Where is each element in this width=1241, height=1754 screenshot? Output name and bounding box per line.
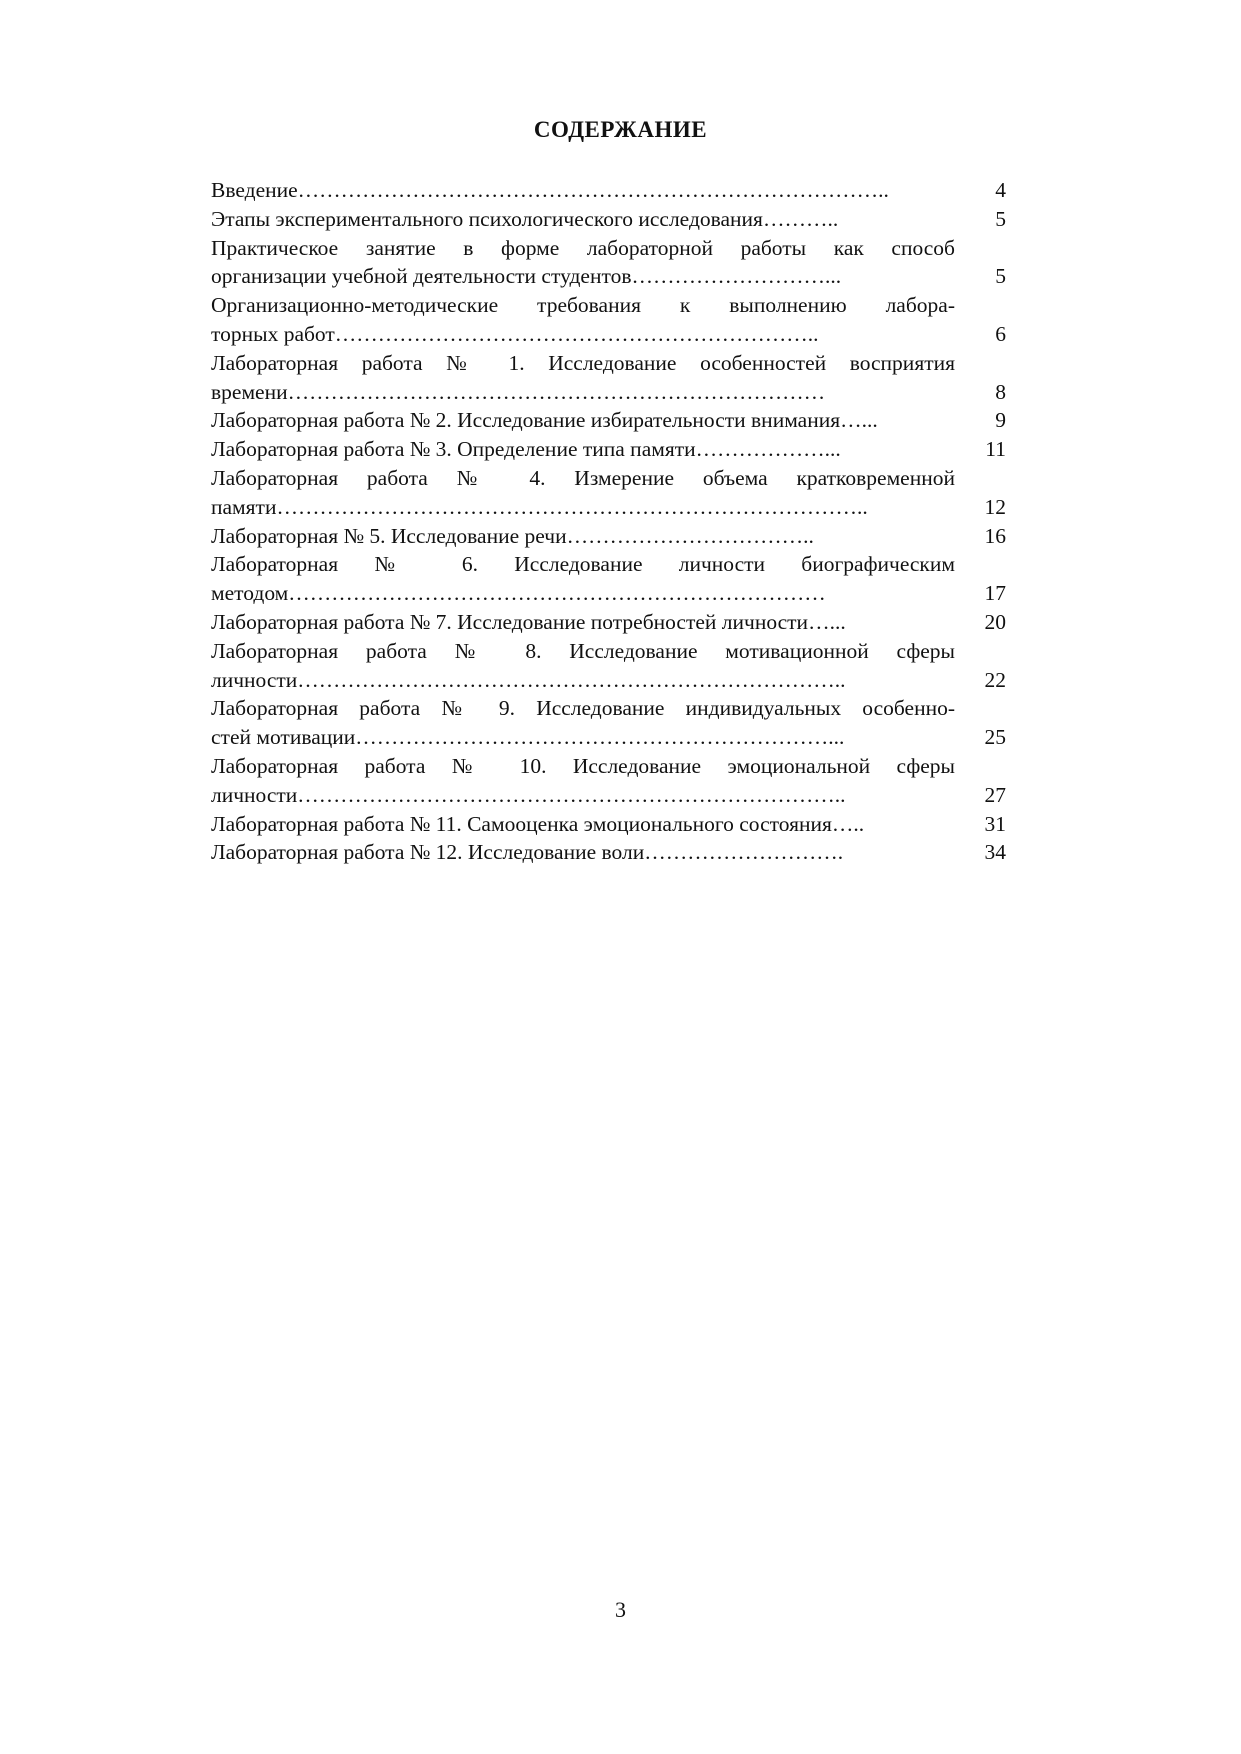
table-of-contents — [211, 176, 1006, 867]
toc-entry-title — [211, 349, 955, 407]
toc-entry-line: Практическое занятие в форме лабораторной работы как способ — [211, 235, 955, 260]
toc-entry-title — [211, 291, 955, 349]
toc-entry-line: Лабораторная работа № 7. Исследование потребностей личности…... — [211, 609, 846, 634]
toc-entry-title — [211, 550, 955, 608]
toc-entry-line: Организационно-методические требования к выполнению лабора- — [211, 293, 955, 318]
toc-entry — [211, 550, 1006, 608]
toc-entry-page: 17 — [984, 581, 1006, 606]
toc-entry-page: 34 — [984, 840, 1006, 865]
toc-entry-title — [211, 608, 955, 637]
toc-entry-line: Лабораторная работа № 12. Исследование воли………………………. — [211, 840, 844, 865]
toc-entry — [211, 176, 1006, 205]
toc-entry-title — [211, 464, 955, 522]
toc-entry-line: Лабораторная работа № 3. Определение типа памяти………………... — [211, 437, 841, 462]
toc-entry-line: личности………………………………………………………………….. — [211, 782, 846, 807]
toc-entry — [211, 637, 1006, 695]
toc-entry-line: Лабораторная работа № 10. Исследование эмоциональной сферы — [211, 753, 955, 778]
toc-entry-title — [211, 522, 955, 551]
toc-entry-line: Лабораторная № 5. Исследование речи…………………………….. — [211, 523, 814, 548]
toc-entry-page: 9 — [995, 408, 1006, 433]
toc-entry — [211, 752, 1006, 810]
toc-entry — [211, 464, 1006, 522]
toc-entry-page: 5 — [995, 206, 1006, 231]
toc-entry-line: торных работ………………………………………………………….. — [211, 321, 819, 346]
toc-entry-page: 11 — [985, 437, 1006, 462]
toc-entry — [211, 608, 1006, 637]
toc-entry-line: Лабораторная работа № 4. Измерение объема кратковременной — [211, 465, 955, 490]
toc-entry-line: времени………………………………………………………………… — [211, 379, 826, 404]
toc-entry-line: Лабораторная работа № 11. Самооценка эмоционального состояния….. — [211, 811, 865, 836]
toc-entry-page: 6 — [995, 321, 1006, 346]
toc-entry — [211, 291, 1006, 349]
toc-entry-title — [211, 205, 955, 234]
toc-entry-line: личности………………………………………………………………….. — [211, 667, 846, 692]
toc-entry — [211, 435, 1006, 464]
toc-entry-title — [211, 435, 955, 464]
toc-entry — [211, 406, 1006, 435]
toc-entry-title — [211, 752, 955, 810]
toc-entry — [211, 810, 1006, 839]
toc-entry-page: 8 — [995, 379, 1006, 404]
toc-entry-page: 20 — [984, 609, 1006, 634]
toc-entry — [211, 694, 1006, 752]
toc-entry-page: 5 — [995, 264, 1006, 289]
toc-entry — [211, 234, 1006, 292]
toc-entry-page: 27 — [984, 782, 1006, 807]
toc-entry-title — [211, 234, 955, 292]
toc-entry-page: 25 — [984, 725, 1006, 750]
toc-entry-line: памяти……………………………………………………………………….. — [211, 494, 868, 519]
toc-entry-title — [211, 406, 955, 435]
toc-entry-title — [211, 176, 955, 205]
toc-entry-title — [211, 637, 955, 695]
page-number: 3 — [615, 1597, 626, 1622]
toc-entry-page: 31 — [984, 811, 1006, 836]
toc-entry-page: 4 — [995, 178, 1006, 202]
toc-entry-line: Лабораторная работа № 9. Исследование индивидуальных особенно- — [211, 696, 955, 721]
toc-entry-title — [211, 694, 955, 752]
toc-entry-line: стей мотивации…………………………………………………………... — [211, 725, 845, 750]
toc-entry-line: Введение……………………………………………………………………….. — [211, 178, 889, 202]
toc-entry-line: Этапы экспериментального психологического исследования……….. — [211, 206, 839, 231]
toc-entry-page: 16 — [984, 523, 1006, 548]
toc-entry — [211, 838, 1006, 867]
toc-entry — [211, 205, 1006, 234]
toc-entry-title — [211, 838, 955, 867]
toc-entry-title — [211, 810, 955, 839]
toc-entry-line: Лабораторная работа № 1. Исследование особенностей восприятия — [211, 350, 955, 375]
toc-entry-line: Лабораторная работа № 8. Исследование мотивационной сферы — [211, 638, 955, 663]
toc-entry-line: Лабораторная работа № 2. Исследование избирательности внимания…... — [211, 408, 878, 433]
toc-entry — [211, 349, 1006, 407]
toc-entry-page: 22 — [984, 667, 1006, 692]
document-title: СОДЕРЖАНИЕ — [533, 117, 708, 142]
toc-entry-line: методом………………………………………………………………… — [211, 581, 826, 606]
toc-entry — [211, 522, 1006, 551]
toc-entry-page: 12 — [984, 494, 1006, 519]
toc-entry-line: организации учебной деятельности студентов………………………... — [211, 264, 842, 289]
toc-entry-line: Лабораторная № 6. Исследование личности биографическим — [211, 552, 955, 577]
